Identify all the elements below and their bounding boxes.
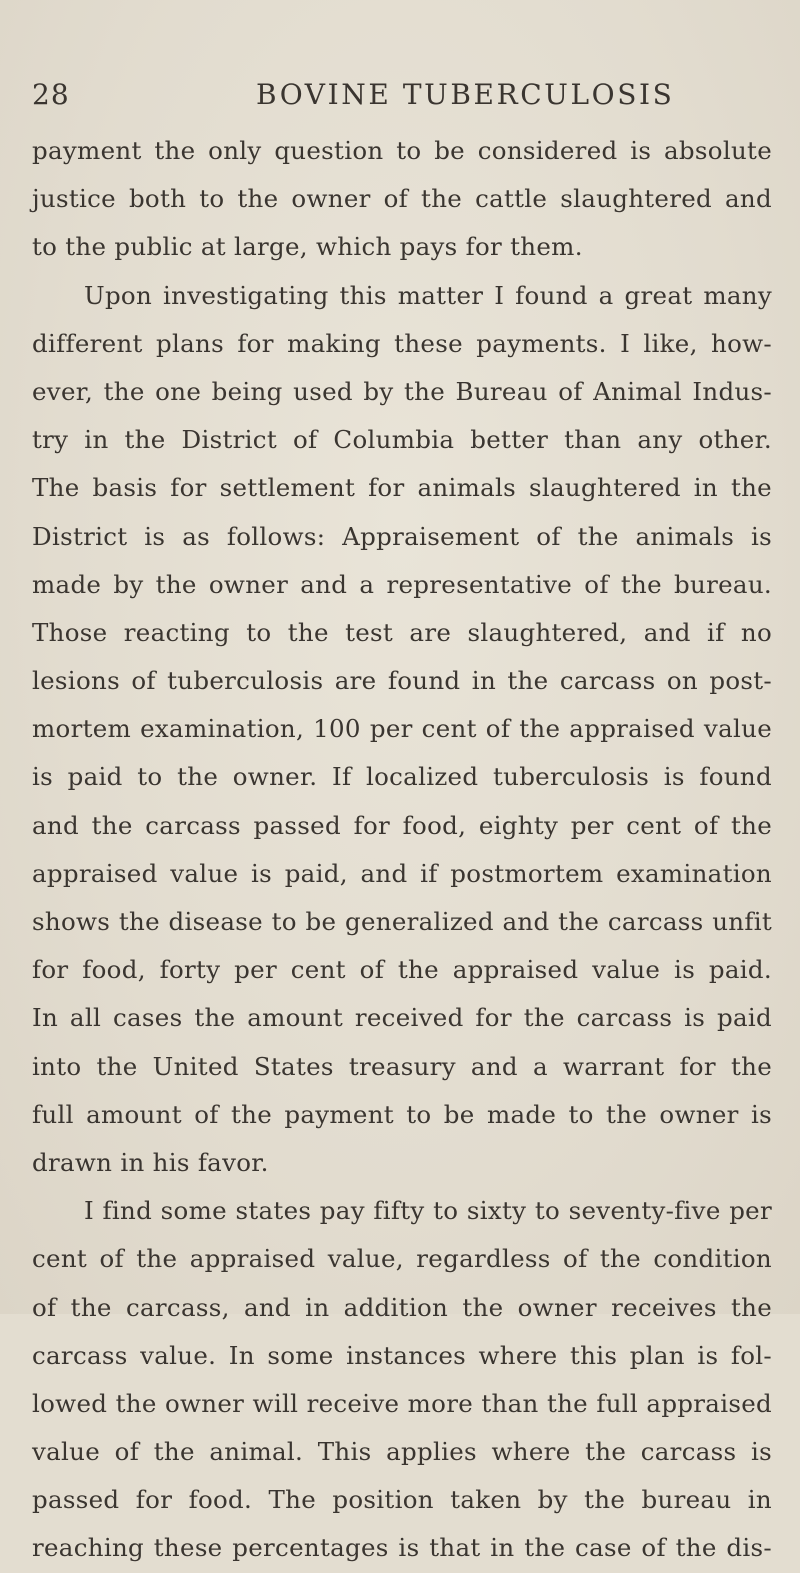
text-line: to the public at large, which pays for them. — [32, 232, 583, 262]
text-line: and the carcass passed for food, eighty per cent of the — [32, 810, 772, 840]
text-line: into the United States treasury and a warrant for the — [32, 1051, 772, 1081]
page-number: 28 — [32, 78, 70, 111]
text-line: The basis for settlement for animals slaughtered in the — [32, 473, 772, 503]
page-header — [32, 78, 675, 118]
text-line: is paid to the owner. If localized tuberculosis is found — [32, 762, 772, 792]
text-line: Those reacting to the test are slaughtered, and if no — [32, 617, 772, 647]
text-line: In all cases the amount received for the carcass is paid — [32, 1003, 772, 1033]
text-line: made by the owner and a representative of the bureau. — [32, 569, 772, 599]
text-line: lesions of tuberculosis are found in the carcass on post- — [32, 666, 772, 696]
running-head: BOVINE TUBERCULOSIS — [256, 78, 675, 111]
text-line: full amount of the payment to be made to the owner is — [32, 1099, 772, 1129]
text-line: I find some states pay fifty to sixty to seventy-five per — [84, 1196, 772, 1226]
text-line: of the carcass, and in addition the owner receives the — [32, 1292, 772, 1322]
text-line: value of the animal. This applies where the carcass is — [32, 1437, 772, 1467]
text-line: reaching these percentages is that in the case of the dis- — [32, 1533, 772, 1563]
text-line: lowed the owner will receive more than the full appraised — [32, 1388, 772, 1418]
text-line: shows the disease to be generalized and the carcass unfit — [32, 907, 772, 936]
text-line: appraised value is paid, and if postmortem examination — [32, 858, 772, 888]
text-line: justice both to the owner of the cattle slaughtered and — [32, 184, 772, 214]
text-line: drawn in his favor. — [32, 1147, 269, 1177]
text-line: different plans for making these payments. I like, how- — [32, 328, 772, 358]
text-line: payment the only question to be considered is absolute — [32, 136, 772, 165]
text-line: for food, forty per cent of the appraised value is paid. — [32, 955, 772, 985]
text-line: Upon investigating this matter I found a great many — [84, 280, 772, 310]
text-line: mortem examination, 100 per cent of the appraised value — [32, 714, 772, 744]
text-line: ever, the one being used by the Bureau of Animal Indus- — [32, 376, 772, 406]
body-text — [32, 127, 772, 1573]
text-line: try in the District of Columbia better than any other. — [32, 425, 772, 455]
text-line: passed for food. The position taken by the bureau in — [32, 1485, 772, 1515]
text-line: carcass value. In some instances where this plan is fol- — [32, 1340, 772, 1370]
text-line: cent of the appraised value, regardless of the condition — [32, 1244, 772, 1274]
text-line: District is as follows: Appraisement of the animals is — [32, 521, 772, 551]
